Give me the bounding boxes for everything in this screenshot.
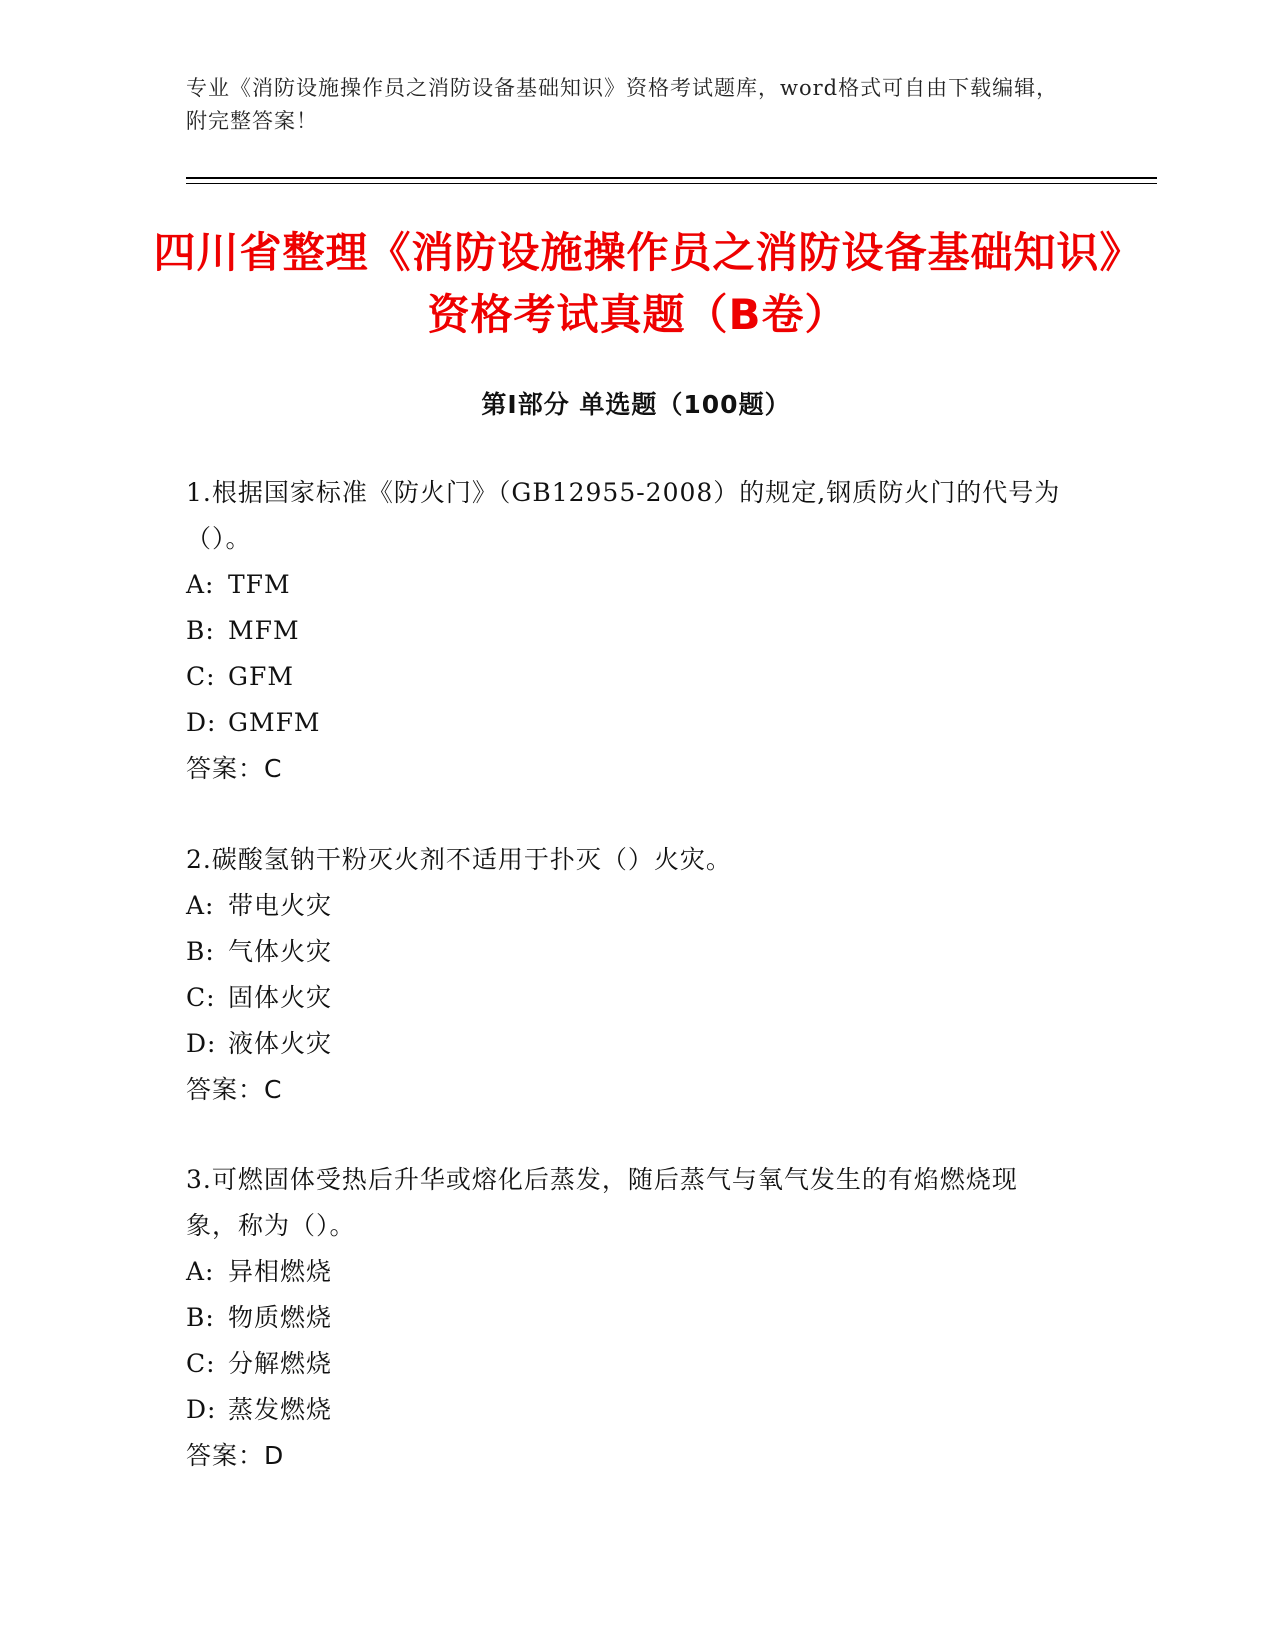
option-letter: C: [186, 662, 216, 691]
header-rule-thick [186, 177, 1157, 179]
option-b [186, 929, 1066, 975]
option-a [186, 562, 1066, 608]
option-letter: B: [186, 1303, 215, 1332]
option-text: GMFM [228, 708, 321, 737]
option-text: 物质燃烧 [228, 1303, 333, 1332]
answer-line [186, 1433, 1066, 1479]
option-d [186, 1387, 1066, 1433]
option-c [186, 1341, 1066, 1387]
answer-label: 答案： [186, 1075, 265, 1104]
option-text: MFM [228, 616, 300, 645]
option-letter: A: [186, 570, 215, 599]
answer-value: D [264, 1441, 285, 1470]
option-letter: D: [186, 1395, 217, 1424]
option-text: 液体火灾 [228, 1029, 333, 1058]
option-c [186, 654, 1066, 700]
option-b [186, 1295, 1066, 1341]
option-text: 气体火灾 [228, 937, 333, 966]
option-b [186, 608, 1066, 654]
question-stem: 3.可燃固体受热后升华或熔化后蒸发，随后蒸气与氧气发生的有焰燃烧现象，称为（）。 [186, 1165, 1018, 1240]
option-letter: C: [186, 983, 216, 1012]
option-text: 分解燃烧 [228, 1349, 333, 1378]
option-letter: A: [186, 1257, 215, 1286]
option-text: 带电火灾 [228, 891, 333, 920]
option-letter: B: [186, 937, 215, 966]
question-stem: 1.根据国家标准《防火门》（GB12955-2008）的规定,钢质防火门的代号为（）。 [186, 478, 1061, 553]
option-letter: A: [186, 891, 215, 920]
answer-label: 答案： [186, 754, 265, 783]
section-title: 第Ⅰ部分 单选题（100题） [481, 390, 791, 419]
option-letter: D: [186, 1029, 217, 1058]
answer-value: C [264, 754, 283, 783]
question-3 [186, 1157, 1066, 1479]
option-text: TFM [228, 570, 291, 599]
question-2 [186, 837, 1066, 1113]
answer-label: 答案： [186, 1441, 265, 1470]
option-d [186, 700, 1066, 746]
option-a [186, 883, 1066, 929]
option-text: 固体火灾 [228, 983, 333, 1012]
question-1 [186, 470, 1066, 792]
header-note: 专业《消防设施操作员之消防设备基础知识》资格考试题库，word格式可自由下载编辑，附完整答案！ [186, 76, 1059, 133]
option-d [186, 1021, 1066, 1067]
option-text: GFM [228, 662, 294, 691]
header-rule-thin [186, 183, 1157, 184]
answer-line [186, 746, 1066, 792]
document-title: 四川省整理《消防设施操作员之消防设备基础知识》资格考试真题（B卷） [153, 228, 1122, 339]
option-text: 蒸发燃烧 [228, 1395, 333, 1424]
answer-line [186, 1067, 1066, 1113]
option-text: 异相燃烧 [228, 1257, 333, 1286]
option-letter: D: [186, 708, 217, 737]
option-a [186, 1249, 1066, 1295]
option-c [186, 975, 1066, 1021]
option-letter: B: [186, 616, 215, 645]
option-letter: C: [186, 1349, 216, 1378]
question-stem: 2.碳酸氢钠干粉灭火剂不适用于扑灭（）火灾。 [186, 845, 732, 874]
answer-value: C [264, 1075, 283, 1104]
